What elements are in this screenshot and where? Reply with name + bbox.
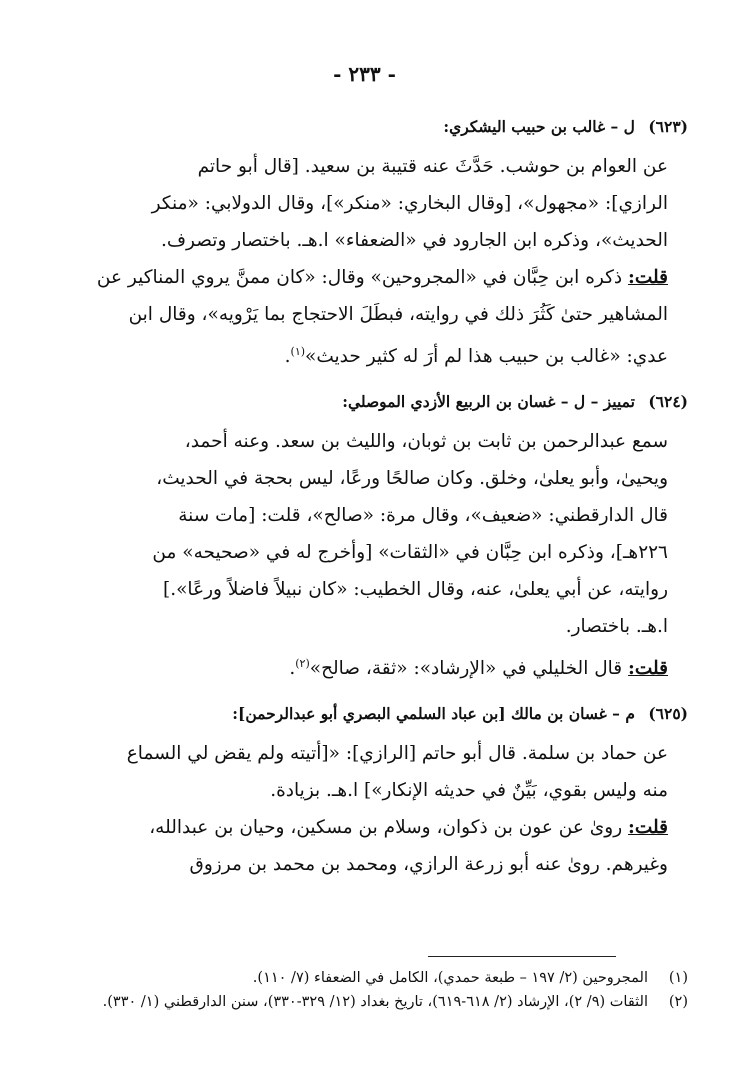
text-line: سمع عبدالرحمن بن ثابت بن ثوبان، والليث بن سعد. وعنه أحمد، — [184, 431, 668, 453]
qult-text: عدي: «غالب بن حبيب هذا لم أرَ له كثير حديث» — [305, 346, 668, 368]
main-text — [66, 112, 688, 883]
footnote-text: الثقات (٩/ ٢)، الإرشاد (٢/ ٦١٨-٦١٩)، تاريخ بغداد (١٢/ ٣٢٩-٣٣٠)، سنن الدارقطني (١/ ٣٣٠). — [102, 994, 648, 1010]
entry-number: (٦٢٥) — [648, 704, 688, 724]
footnote-divider — [428, 956, 616, 957]
footnote — [66, 990, 688, 1014]
text-line: ا.هـ. باختصار. — [565, 616, 668, 638]
text-line: عدي: «غالب بن حبيب هذا لم أرَ له كثير حديث»$^{(١)}$. — [284, 345, 668, 368]
footnote — [66, 966, 688, 990]
qult-line: قلت: قال الخليلي في «الإرشاد»: «ثقة، صالح»$^{(٢)}$. — [289, 657, 668, 680]
text-line: الرازي]: «مجهول»، [وقال البخاري: «منكر»]، وقال الدولابي: «منكر — [151, 193, 668, 214]
footnote-number: (١) — [668, 970, 688, 986]
footnotes — [66, 966, 688, 1014]
entry-623 — [66, 112, 688, 375]
text-line: منه وليس بقوي، بَيِّنٌ في حديثه الإنكار»] ا.هـ. بزيادة. — [270, 780, 668, 802]
text-line: عن حماد بن سلمة. قال أبو حاتم [الرازي]: «[أتيته ولم يقض لي السماع — [126, 743, 668, 765]
text-line: المشاهير حتىٰ كَثُرَ ذلك في روايته، فبطَلَ الاحتجاج بما يَرْويه»، وقال ابن — [128, 304, 668, 325]
text-line: الحديث»، وذكره ابن الجارود في «الضعفاء» ا.هـ. باختصار وتصرف. — [160, 230, 668, 251]
qult-text: قال الخليلي في «الإرشاد»: «ثقة، صالح» — [309, 658, 629, 680]
entry-heading — [66, 387, 688, 417]
entry-number: (٦٢٣) — [648, 117, 688, 136]
footnote-text: المجروحين (٢/ ١٩٧ – طبعة حمدي)، الكامل في الضعفاء (٧/ ١١٠). — [252, 970, 648, 986]
page-number: - ٢٣٣ - — [333, 62, 396, 86]
qult-label: قلت: — [628, 267, 668, 288]
entry-title: م – غسان بن مالك [بن عباد السلمي البصري أبو عبدالرحمن]: — [232, 704, 635, 724]
entry-heading — [66, 699, 688, 729]
qult-label: قلت: — [628, 658, 668, 680]
entry-number: (٦٢٤) — [648, 392, 688, 412]
entry-heading — [66, 112, 688, 142]
text-line: ٢٢٦هـ]، وذكره ابن حِبَّان في «الثقات» [وأخرج له في «صحيحه» من — [152, 542, 668, 564]
text-line: وغيرهم. روىٰ عنه أبو زرعة الرازي، ومحمد بن محمد بن مرزوق — [189, 854, 668, 876]
entry-title: ل – غالب بن حبيب اليشكري: — [443, 117, 635, 136]
text-line: قال الدارقطني: «ضعيف»، وقال مرة: «صالح»، قلت: [مات سنة — [178, 505, 668, 527]
qult-text: ذكره ابن حِبَّان في «المجروحين» وقال: «كان ممنَّ يروي المناكير عن — [96, 267, 629, 288]
text-line: عن العوام بن حوشب. حَدَّثَ عنه قتيبة بن سعيد. [قال أبو حاتم — [197, 156, 668, 177]
qult-line — [66, 259, 668, 296]
entry-625 — [66, 699, 688, 883]
qult-label: قلت: — [628, 817, 668, 839]
entry-title: تمييز – ل – غسان بن الربيع الأزدي الموصلي: — [342, 392, 635, 412]
footnote-ref: (٢) — [295, 657, 310, 671]
footnote-ref: (١) — [290, 345, 306, 358]
entry-624 — [66, 387, 688, 687]
text-line: ويحيىٰ، وأبو يعلىٰ، وخلق. وكان صالحًا ورعًا، ليس بحجة في الحديث، — [156, 468, 668, 490]
qult-line — [66, 809, 668, 846]
qult-text: روىٰ عن عون بن ذكوان، وسلام بن مسكين، وحيان بن عبدالله، — [149, 817, 629, 839]
text-line: روايته، عن أبي يعلىٰ، عنه، وقال الخطيب: «كان نبيلاً فاضلاً ورعًا».] — [163, 579, 668, 601]
footnote-number: (٢) — [668, 994, 688, 1010]
